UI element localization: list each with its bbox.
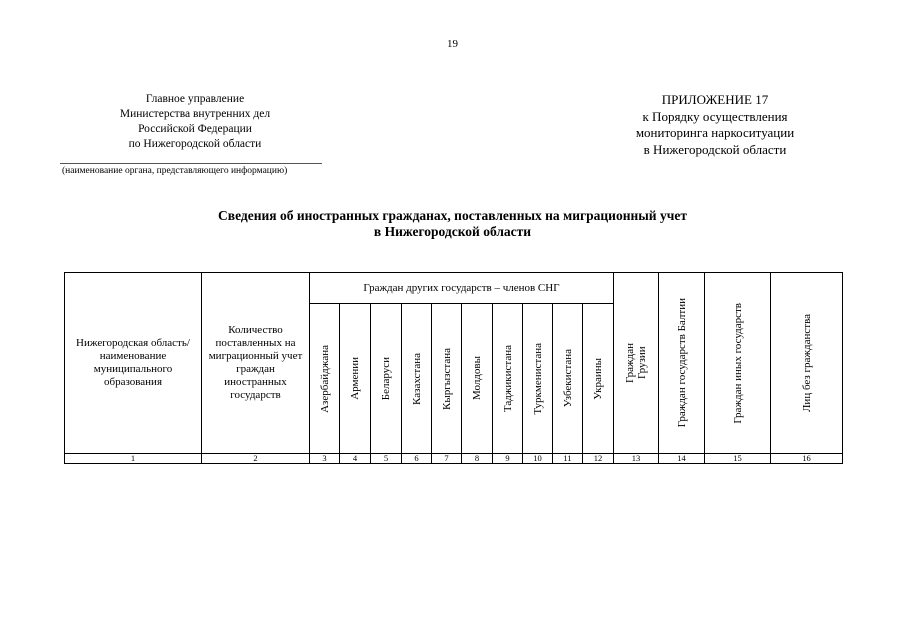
organization-underline (60, 163, 322, 164)
header-cis-country (371, 304, 402, 454)
header-other-states-label: Граждан иных государств (731, 302, 744, 424)
cis-country-label: Кыргызстана (440, 347, 453, 410)
organization-caption: (наименование органа, представляющего информацию) (62, 166, 288, 176)
header-cis-group: Граждан других государств – членов СНГ (310, 273, 614, 304)
column-number-row (65, 454, 843, 464)
header-cis-country (553, 304, 583, 454)
document-title-line-1: Сведения об иностранных гражданах, поставленных на миграционный учет (218, 208, 687, 223)
header-baltic (659, 273, 705, 454)
header-georgia-line-1: Граждан (624, 342, 636, 383)
header-stateless (771, 273, 843, 454)
organization-line: по Нижегородской области (128, 138, 262, 150)
header-registered-count: Количество поставленных на миграционный учет граждан иностранных государств (202, 273, 310, 454)
organization-block (60, 92, 330, 152)
header-other-states (705, 273, 771, 454)
cis-country-label: Таджикистана (501, 344, 514, 413)
header-cis-country (432, 304, 462, 454)
appendix-line: к Порядку осуществления (642, 108, 788, 124)
organization-line: Главное управление (145, 93, 245, 105)
cis-country-label: Молдовы (471, 356, 483, 401)
column-number: 3 (310, 454, 340, 464)
header-georgia (614, 273, 659, 454)
header-cis-country (493, 304, 523, 454)
cis-country-label: Украины (592, 357, 604, 400)
column-number: 12 (583, 454, 614, 464)
document-title-line-2: в Нижегородской области (373, 224, 532, 239)
column-number: 1 (65, 454, 202, 464)
column-number: 6 (402, 454, 432, 464)
column-number: 4 (340, 454, 371, 464)
cis-country-label: Беларуси (380, 356, 392, 401)
header-region: Нижегородская область/ наименование муниципального образования (65, 273, 202, 454)
column-number: 14 (659, 454, 705, 464)
appendix-line: мониторинга наркоситуации (635, 125, 795, 140)
header-cis-country (402, 304, 432, 454)
cis-country-label: Азербайджана (318, 344, 331, 413)
header-cis-country (583, 304, 614, 454)
column-number: 7 (432, 454, 462, 464)
cis-country-label: Туркменистана (531, 342, 544, 415)
column-number: 5 (371, 454, 402, 464)
appendix-line: ПРИЛОЖЕНИЕ 17 (661, 92, 769, 107)
header-cis-country (462, 304, 493, 454)
organization-line: Министерства внутренних дел (119, 108, 271, 120)
column-number: 2 (202, 454, 310, 464)
appendix-block (600, 92, 830, 158)
appendix-line: в Нижегородской области (643, 141, 787, 157)
column-number: 16 (771, 454, 843, 464)
header-cis-country (310, 304, 340, 454)
cis-country-label: Казахстана (410, 352, 423, 405)
header-cis-country (340, 304, 371, 454)
header-cis-country (523, 304, 553, 454)
header-baltic-label: Граждан государств Балтии (675, 298, 688, 428)
column-number: 13 (614, 454, 659, 464)
column-number: 8 (462, 454, 493, 464)
cis-country-label: Армении (349, 357, 361, 400)
document-title (0, 208, 905, 240)
column-number: 9 (493, 454, 523, 464)
column-number: 15 (705, 454, 771, 464)
column-number: 10 (523, 454, 553, 464)
page-number: 19 (447, 38, 458, 50)
migration-report-table (64, 272, 843, 464)
column-number: 11 (553, 454, 583, 464)
cis-country-label: Узбекистана (561, 349, 574, 408)
header-georgia-line-2: Грузии (636, 346, 648, 380)
organization-line: Российской Федерации (138, 123, 252, 135)
header-stateless-label: Лиц без гражданства (800, 313, 813, 413)
